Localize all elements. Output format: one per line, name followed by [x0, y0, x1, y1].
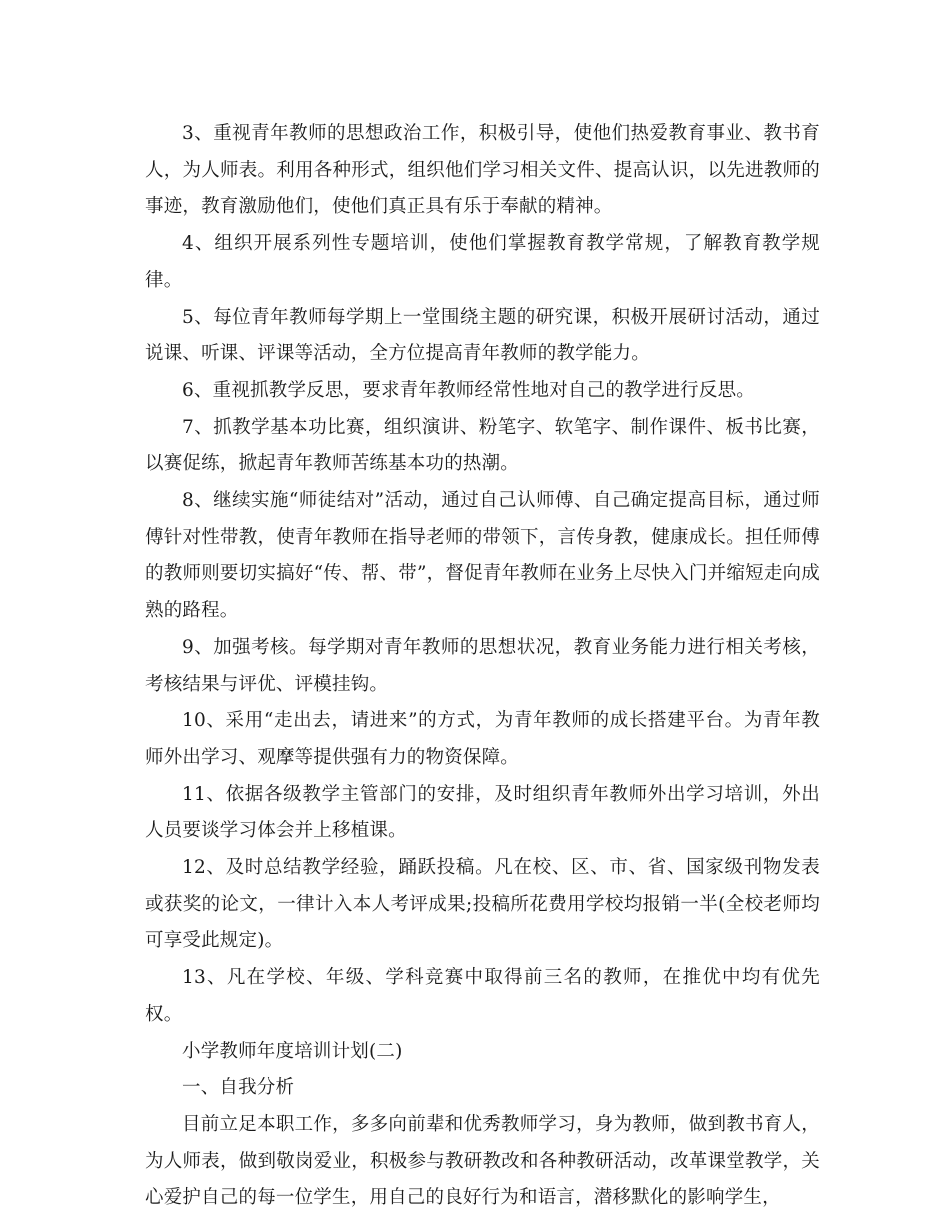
paragraph-item-7: 7、抓教学基本功比赛，组织演讲、粉笔字、软笔字、制作课件、板书比赛，以赛促练，掀起青年教师苦练基本功的热潮。 [145, 416, 820, 475]
paragraph-item-3: 3、重视青年教师的思想政治工作，积极引导，使他们热爱教育事业、教书育人，为人师表。利用各种形式，组织他们学习相关文件、提高认识，以先进教师的事迹，教育激励他们，使他们真正具有乐于奉献的精神。 [145, 123, 820, 218]
paragraph-item-11: 11、依据各级教学主管部门的安排，及时组织青年教师外出学习培训，外出人员要谈学习体会并上移植课。 [145, 783, 820, 842]
paragraph-item-9: 9、加强考核。每学期对青年教师的思想状况，教育业务能力进行相关考核，考核结果与评优、评模挂钩。 [145, 636, 820, 695]
paragraph-item-5: 5、每位青年教师每学期上一堂围绕主题的研究课，积极开展研讨活动，通过说课、听课、评课等活动，全方位提高青年教师的教学能力。 [145, 306, 820, 365]
paragraph-item-13: 13、凡在学校、年级、学科竞赛中取得前三名的教师，在推优中均有优先权。 [145, 967, 820, 1025]
section-heading-self-analysis: 一、自我分析 [182, 1077, 295, 1099]
paragraph-self-analysis: 目前立足本职工作，多多向前辈和优秀教师学习，身为教师，做到教书育人，为人师表，做到敬岗爱业，积极参与教研教改和各种教研活动，改革课堂教学，关心爱护自己的每一位学生，用自己的良好行为和语言，潜移默化的影响学生， [145, 1113, 820, 1209]
document-page [145, 116, 820, 1217]
paragraph-item-4: 4、组织开展系列性专题培训，使他们掌握教育教学常规，了解教育教学规律。 [145, 233, 820, 291]
paragraph-item-12: 12、及时总结教学经验，踊跃投稿。凡在校、区、市、省、国家级刊物发表或获奖的论文，一律计入本人考评成果;投稿所花费用学校均报销一半(全校老师均可享受此规定)。 [145, 857, 820, 952]
section-title: 小学教师年度培训计划(二) [182, 1040, 403, 1062]
paragraph-item-6: 6、重视抓教学反思，要求青年教师经常性地对自己的教学进行反思。 [182, 379, 755, 401]
paragraph-item-10: 10、采用“走出去，请进来”的方式，为青年教师的成长搭建平台。为青年教师外出学习、观摩等提供强有力的物资保障。 [145, 710, 820, 768]
paragraph-item-8: 8、继续实施“师徒结对”活动，通过自己认师傅、自己确定提高目标，通过师傅针对性带教，使青年教师在指导老师的带领下，言传身教，健康成长。担任师傅的教师则要切实搞好“传、帮、带”，督促青年教师在业务上尽快入门并缩短走向成熟的路程。 [145, 490, 820, 622]
